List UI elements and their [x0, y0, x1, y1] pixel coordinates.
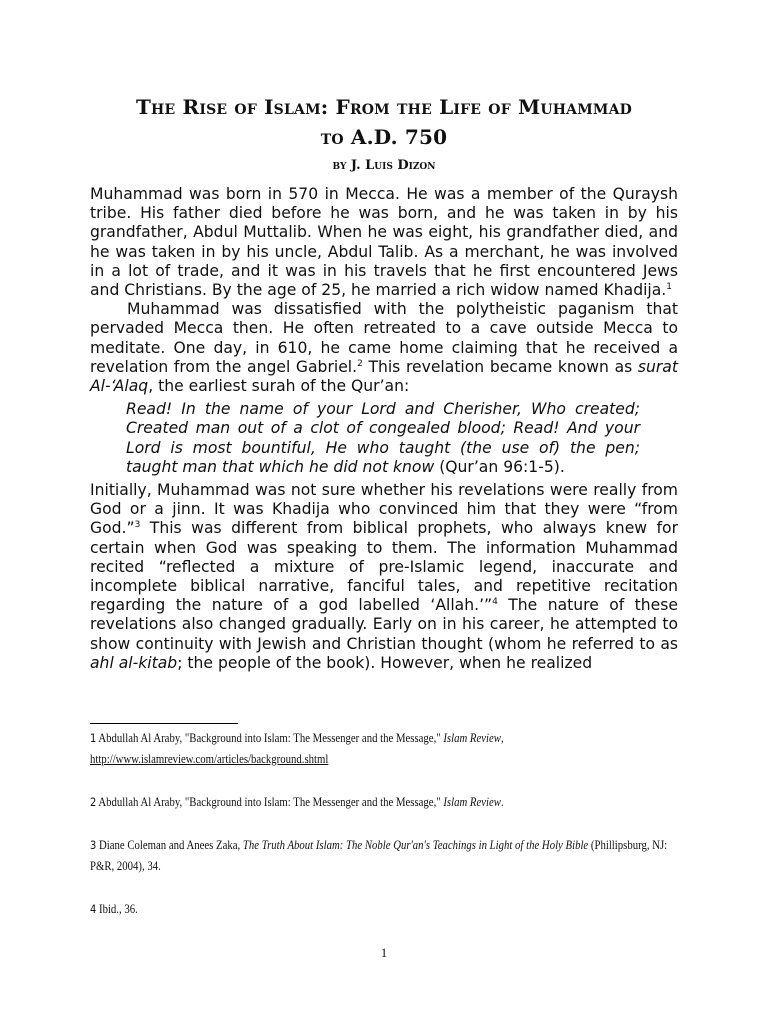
footnote-3: 3 Diane Coleman and Anees Zaka, The Truth About Islam: The Noble Qur'an's Teachings in Light of the Holy Bible (Phillipsburg, NJ: P&R, 2004), 34.: [90, 838, 668, 873]
footnote-ref-1: 1: [666, 281, 673, 292]
paragraph-3: Initially, Muhammad was not sure whether his revelations were really from God or a jinn. It was Khadija who convinced him that they were “from God.”$^3$ This was different from biblical prophets, who always knew for certain when God was speaking to them. The information Muhammad recited “reflected a mixture of pre-Islamic legend, inaccurate and incomplete biblical narrative, fanciful tales, and repetitive recitation regarding the nature of a god labelled ‘Allah.’”$^4$ The nature of these revelations also changed gradually. Early on in his career, he attempted to show continuity with Jewish and Christian thought (whom he referred to as ahl al-kitab; the people of the book). However, when he realized: [90, 481, 678, 672]
surah-name: surat Al-‘Alaq: [90, 357, 678, 396]
paragraph-1: Muhammad was born in 570 in Mecca. He was a member of the Quraysh tribe. His father died before he was born, and he was taken in by his grandfather, Abdul Muttalib. When he was eight, his grandfather died, and he was taken in by his uncle, Abdul Talib. As a merchant, he was involved in a lot of trade, and it was in his travels that he first encountered Jews and Christians. By the age of 25, he married a rich widow named Khadija.$^1$: [90, 185, 678, 300]
quote-reference: (Qur’an 96:1-5).: [434, 457, 565, 476]
body-text: [90, 185, 678, 673]
title-line-2: to A.D. 750: [320, 125, 448, 149]
term-ahl-al-kitab: ahl al-kitab: [90, 653, 178, 672]
footnote-1-link[interactable]: http://www.islamreview.com/articles/background.shtml: [90, 752, 329, 766]
footnote-ref-3: 3: [134, 520, 141, 531]
footnote-1: 1 Abdullah Al Araby, "Background into Islam: The Messenger and the Message," Islam Review, http://www.islamreview.com/articles/background.shtml: [90, 731, 504, 766]
title-line-1: The Rise of Islam: From the Life of Muhammad: [135, 95, 633, 119]
footnote-2: 2 Abdullah Al Araby, "Background into Islam: The Messenger and the Message," Islam Review.: [90, 795, 504, 809]
footnotes: [90, 728, 678, 920]
footnote-separator: [90, 723, 238, 724]
paragraph-2: Muhammad was dissatisfied with the polytheistic paganism that pervaded Mecca then. He often retreated to a cave outside Mecca to meditate. One day, in 610, he came home claiming that he received a revelation from the angel Gabriel.$^2$ This revelation became known as surat Al-‘Alaq, the earliest surah of the Qur’an:: [90, 300, 678, 396]
footnote-4: 4 Ibid., 36.: [90, 902, 138, 916]
page-number: 1: [380, 945, 388, 960]
block-quote: Read! In the name of your Lord and Cherisher, Who created; Created man out of a clot of congealed blood; Read! And your Lord is most bountiful, He who taught (the use of) the pen; taught man that which he did not know (Qur’an 96:1-5).: [126, 400, 640, 476]
author-byline: by J. Luis Dizon: [332, 158, 436, 173]
page-title: [90, 92, 678, 152]
footnote-ref-2: 2: [357, 358, 363, 369]
footnote-ref-4: 4: [492, 597, 498, 608]
